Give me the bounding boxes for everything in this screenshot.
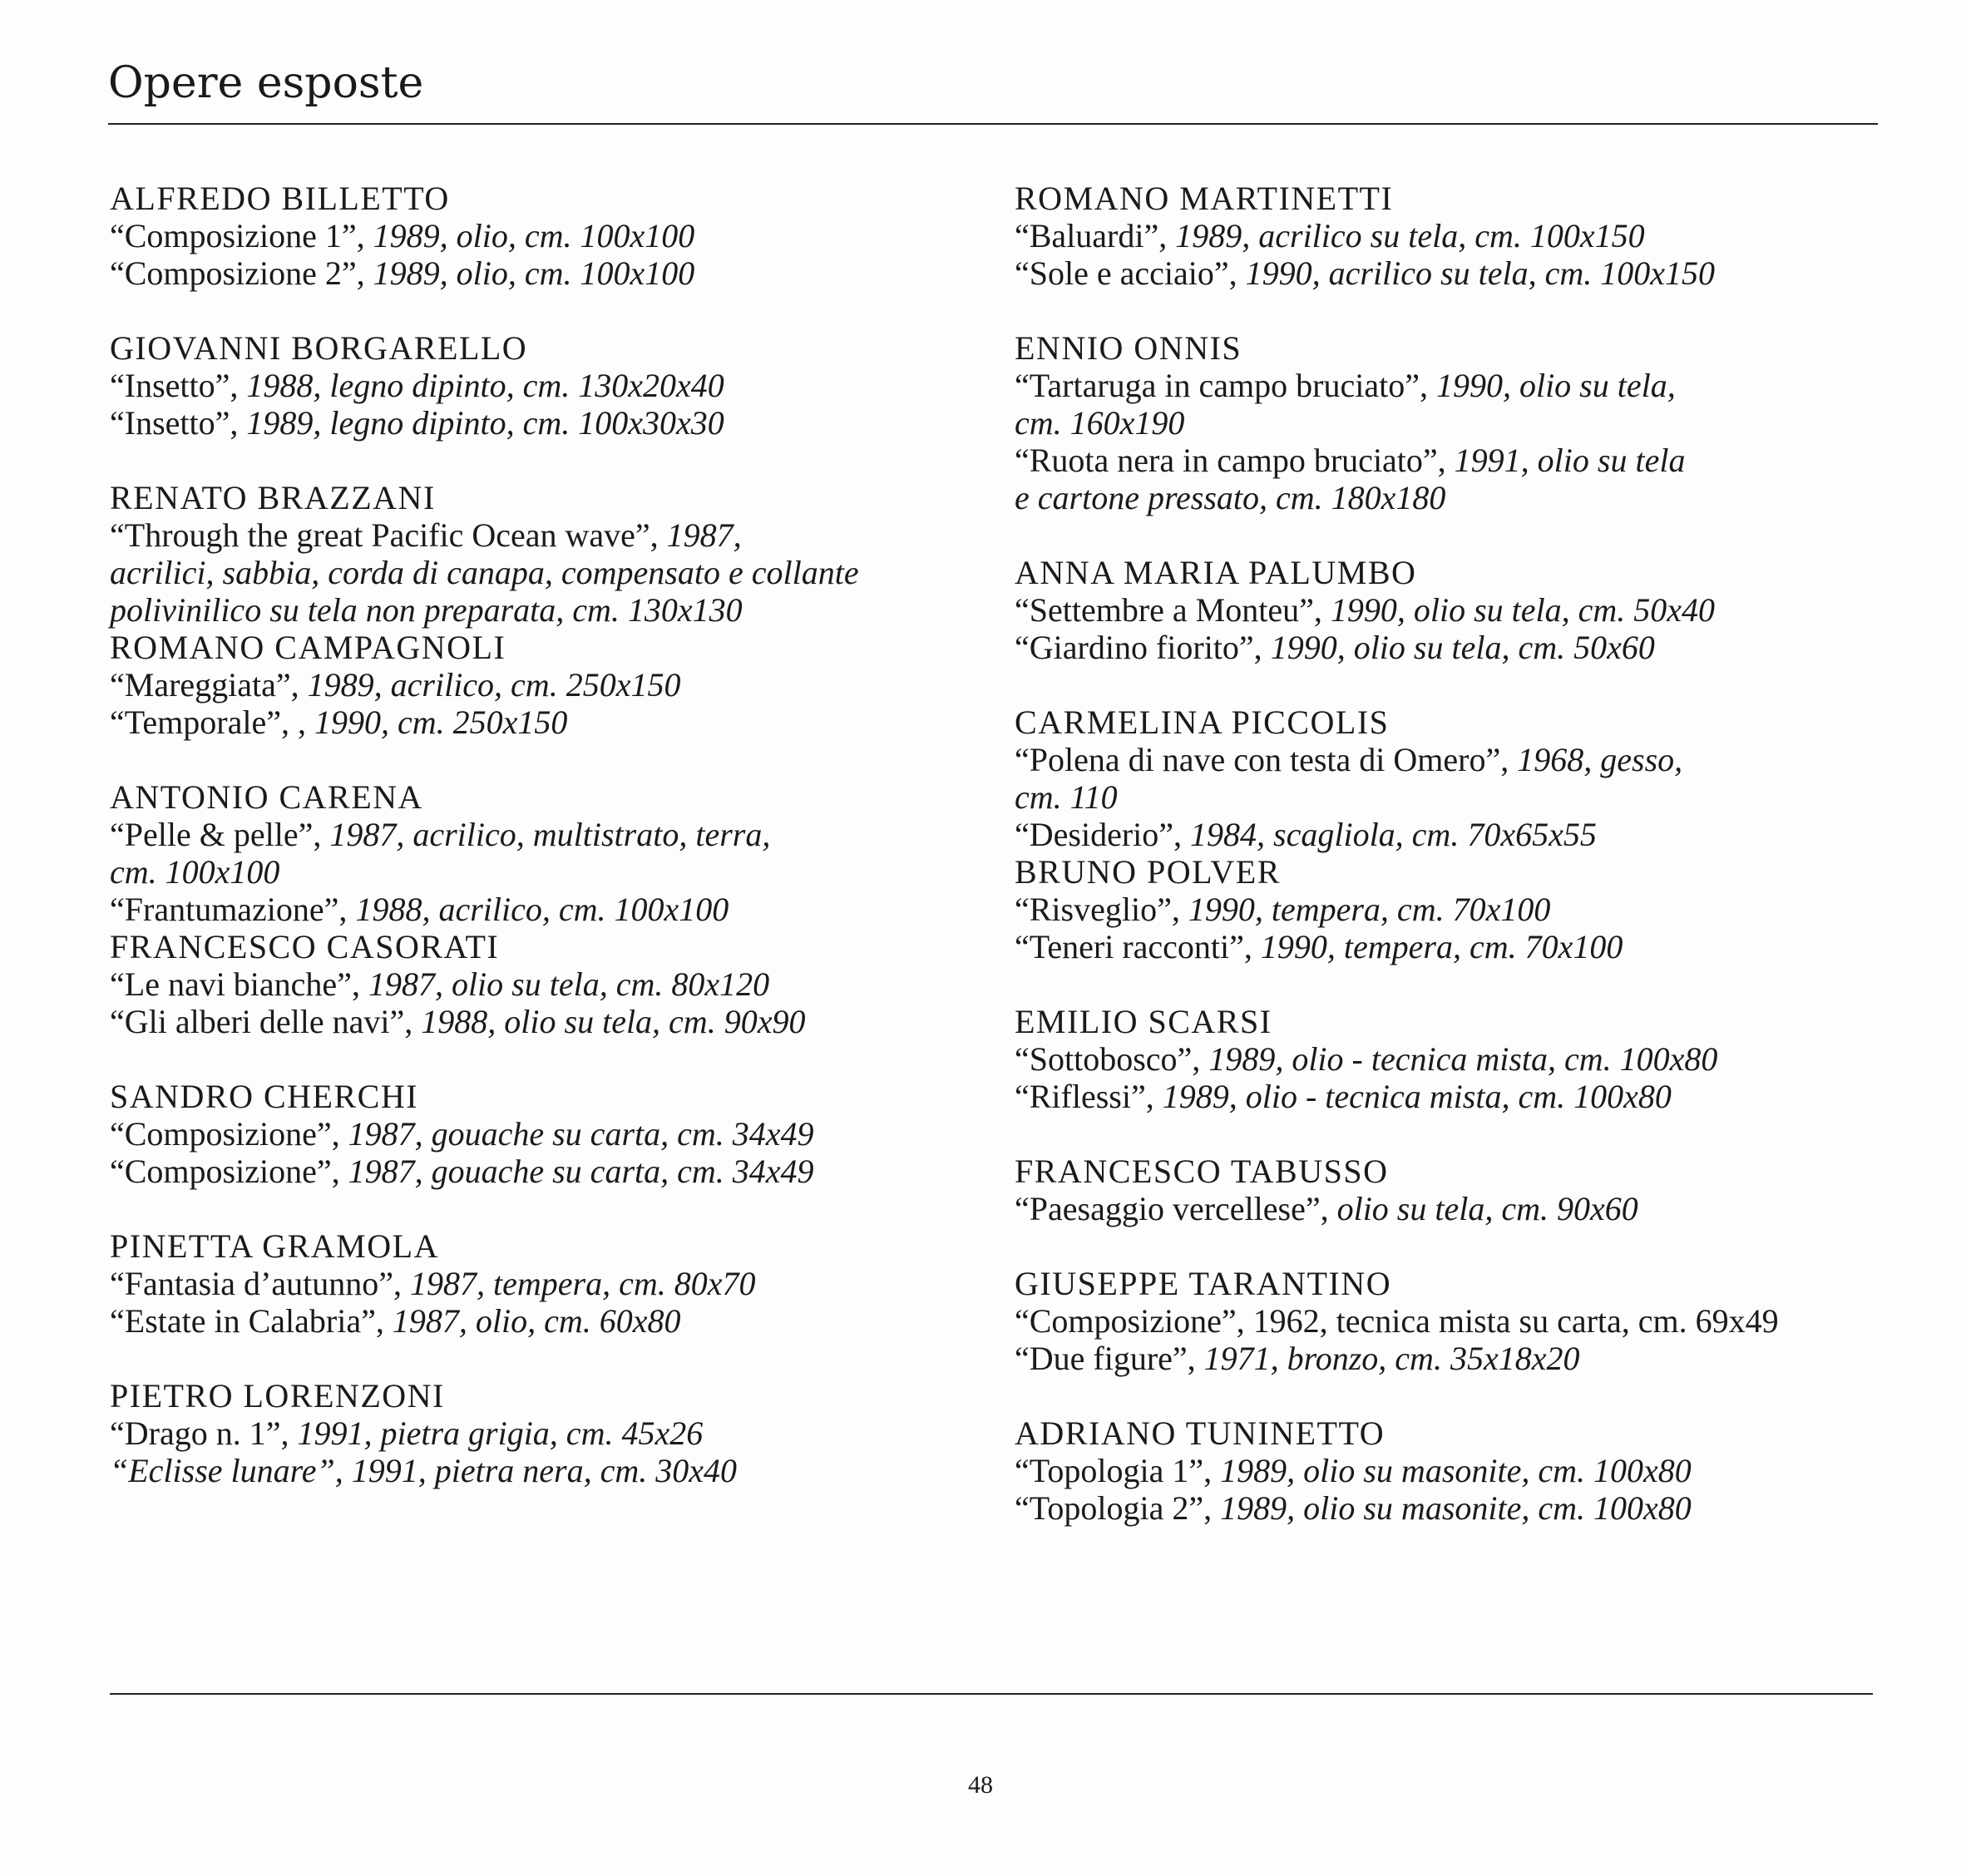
artist-entry	[1015, 180, 1888, 329]
work-line	[1015, 816, 1888, 853]
work-details: 1987,	[658, 516, 742, 554]
artist-entry	[1015, 853, 1888, 1003]
work-details: 1968, gesso,	[1509, 741, 1683, 778]
work-details: 1990, olio su tela, cm. 50x60	[1262, 629, 1655, 666]
artist-name: ADRIANO TUNINETTO	[1015, 1414, 1386, 1452]
work-line	[110, 591, 991, 629]
work-title: “Insetto”,	[110, 367, 239, 404]
work-line	[110, 1115, 991, 1153]
artist-entry	[1015, 329, 1888, 554]
work-title: “Ruota nera in campo bruciato”,	[1015, 442, 1446, 479]
work-line	[1015, 1302, 1888, 1340]
exhibited-works-right-column	[1015, 180, 1888, 1564]
work-line	[1015, 442, 1888, 479]
work-details: 1989, olio, cm. 100x100	[364, 254, 695, 292]
work-line	[110, 853, 991, 891]
work-details: 1990, tempera, cm. 70x100	[1252, 928, 1623, 965]
work-line	[1015, 629, 1888, 666]
work-title: “Pelle & pelle”,	[110, 816, 322, 853]
artist-name: ALFREDO BILLETTO	[110, 180, 450, 217]
work-line	[110, 1302, 991, 1340]
work-details: polivinilico su tela non preparata, cm. 130x130	[110, 591, 743, 629]
artist-entry	[1015, 1153, 1888, 1265]
work-line	[1015, 741, 1888, 778]
work-details: e cartone pressato, cm. 180x180	[1015, 479, 1446, 516]
work-line	[110, 367, 991, 404]
work-title: “Composizione 2”,	[110, 254, 365, 292]
work-details: olio su tela, cm. 90x60	[1328, 1190, 1638, 1227]
work-details: 1989, acrilico su tela, cm. 100x150	[1167, 217, 1645, 254]
work-details: 1987, olio su tela, cm. 80x120	[359, 965, 770, 1003]
work-title: “Giardino fiorito”,	[1015, 629, 1262, 666]
work-details: 1971, bronzo, cm. 35x18x20	[1195, 1340, 1580, 1377]
work-line	[1015, 928, 1888, 965]
work-title: “Composizione”,	[110, 1115, 340, 1153]
work-title: “Composizione”, 1962, tecnica mista su carta, cm. 69x49	[1015, 1302, 1779, 1340]
work-details: 1987, acrilico, multistrato, terra,	[321, 816, 771, 853]
work-title: “Paesaggio vercellese”,	[1015, 1190, 1329, 1227]
work-details: 1988, legno dipinto, cm. 130x20x40	[238, 367, 724, 404]
work-title: “Le navi bianche”,	[110, 965, 360, 1003]
work-line	[110, 1265, 991, 1302]
work-details: 1989, olio - tecnica mista, cm. 100x80	[1153, 1078, 1672, 1115]
work-details: 1991, olio su tela	[1445, 442, 1686, 479]
artist-name: ROMANO MARTINETTI	[1015, 180, 1394, 217]
work-line	[1015, 254, 1888, 292]
work-title: “Settembre a Monteu”,	[1015, 591, 1322, 629]
work-title: “Teneri racconti”,	[1015, 928, 1252, 965]
work-details: “Eclisse lunare”, 1991, pietra nera, cm. 30x40	[110, 1452, 738, 1489]
work-line	[1015, 217, 1888, 254]
artist-name: ENNIO ONNIS	[1015, 329, 1242, 367]
work-title: “Composizione 1”,	[110, 217, 365, 254]
artist-name: GIUSEPPE TARANTINO	[1015, 1265, 1392, 1302]
work-details: 1984, scagliola, cm. 70x65x55	[1182, 816, 1597, 853]
work-details: 1989, olio su masonite, cm. 100x80	[1212, 1489, 1692, 1527]
work-title: “Insetto”,	[110, 404, 239, 442]
artist-name: PINETTA GRAMOLA	[110, 1227, 439, 1265]
work-line	[110, 404, 991, 442]
work-line	[110, 704, 991, 741]
work-details: 1987, tempera, cm. 80x70	[402, 1265, 756, 1302]
artist-entry	[110, 1227, 991, 1377]
work-title: “Tartaruga in campo bruciato”,	[1015, 367, 1428, 404]
work-line	[1015, 1078, 1888, 1115]
artist-name: SANDRO CHERCHI	[110, 1078, 419, 1115]
work-details: 1989, olio, cm. 100x100	[364, 217, 695, 254]
artist-name: ANTONIO CARENA	[110, 778, 423, 816]
work-title: “Mareggiata”,	[110, 666, 299, 704]
work-details: 1988, acrilico, cm. 100x100	[347, 891, 729, 928]
artist-name: RENATO BRAZZANI	[110, 479, 436, 516]
work-details: 1990, tempera, cm. 70x100	[1179, 891, 1551, 928]
artist-entry	[1015, 1003, 1888, 1153]
work-title: “Estate in Calabria”,	[110, 1302, 384, 1340]
work-line	[1015, 1340, 1888, 1377]
work-line	[110, 816, 991, 853]
work-details: 1991, pietra grigia, cm. 45x26	[289, 1414, 704, 1452]
work-title: “Temporale”, ,	[110, 704, 306, 741]
work-title: “Composizione”,	[110, 1153, 340, 1190]
work-title: “Risveglio”,	[1015, 891, 1180, 928]
work-line	[1015, 479, 1888, 516]
work-details: 1987, gouache su carta, cm. 34x49	[339, 1115, 814, 1153]
work-details: cm. 110	[1015, 778, 1118, 816]
exhibited-works-left-column	[110, 180, 991, 1527]
work-line	[1015, 367, 1888, 404]
work-line	[110, 965, 991, 1003]
artist-name: ROMANO CAMPAGNOLI	[110, 629, 506, 666]
artist-name: FRANCESCO TABUSSO	[1015, 1153, 1389, 1190]
work-line	[1015, 591, 1888, 629]
artist-name: PIETRO LORENZONI	[110, 1377, 445, 1414]
artist-entry	[110, 180, 991, 329]
artist-entry	[110, 629, 991, 778]
work-line	[110, 217, 991, 254]
artist-entry	[110, 329, 991, 479]
artist-name: FRANCESCO CASORATI	[110, 928, 500, 965]
artist-entry	[110, 479, 991, 629]
work-details: 1990, olio su tela, cm. 50x40	[1321, 591, 1716, 629]
work-details: cm. 160x190	[1015, 404, 1185, 442]
work-title: “Polena di nave con testa di Omero”,	[1015, 741, 1509, 778]
work-details: 1990, acrilico su tela, cm. 100x150	[1237, 254, 1715, 292]
work-details: 1989, legno dipinto, cm. 100x30x30	[238, 404, 724, 442]
header-rule	[108, 123, 1878, 125]
artist-entry	[1015, 554, 1888, 704]
work-title: “Topologia 2”,	[1015, 1489, 1213, 1527]
artist-name: CARMELINA PICCOLIS	[1015, 704, 1390, 741]
work-line	[1015, 1489, 1888, 1527]
artist-name: EMILIO SCARSI	[1015, 1003, 1272, 1040]
work-title: “Drago n. 1”,	[110, 1414, 289, 1452]
artist-entry	[110, 778, 991, 928]
work-line	[110, 1003, 991, 1040]
work-title: “Fantasia d’autunno”,	[110, 1265, 402, 1302]
work-details: 1990, cm. 250x150	[305, 704, 568, 741]
artist-entry	[1015, 1265, 1888, 1414]
work-details: 1988, olio su tela, cm. 90x90	[412, 1003, 806, 1040]
work-details: 1989, acrilico, cm. 250x150	[299, 666, 681, 704]
work-title: “Baluardi”,	[1015, 217, 1168, 254]
work-line	[110, 1452, 991, 1489]
work-title: “Topologia 1”,	[1015, 1452, 1213, 1489]
artist-entry	[1015, 704, 1888, 853]
work-line	[110, 891, 991, 928]
work-title: “Sole e acciaio”,	[1015, 254, 1237, 292]
artist-entry	[1015, 1414, 1888, 1564]
work-details: 1990, olio su tela,	[1427, 367, 1676, 404]
work-details: 1989, olio - tecnica mista, cm. 100x80	[1200, 1040, 1718, 1078]
work-line	[1015, 1040, 1888, 1078]
work-title: “Due figure”,	[1015, 1340, 1196, 1377]
work-details: 1987, gouache su carta, cm. 34x49	[339, 1153, 814, 1190]
work-title: “Frantumazione”,	[110, 891, 348, 928]
page-title: Opere esposte	[108, 58, 424, 108]
work-line	[1015, 778, 1888, 816]
artist-entry	[110, 928, 991, 1078]
artist-name: ANNA MARIA PALUMBO	[1015, 554, 1417, 591]
work-line	[1015, 404, 1888, 442]
work-line	[110, 1153, 991, 1190]
work-details: 1987, olio, cm. 60x80	[383, 1302, 681, 1340]
footer-rule	[110, 1693, 1873, 1695]
work-line	[110, 254, 991, 292]
work-line	[110, 666, 991, 704]
artist-name: GIOVANNI BORGARELLO	[110, 329, 528, 367]
work-title: “Gli alberi delle navi”,	[110, 1003, 413, 1040]
work-details: 1989, olio su masonite, cm. 100x80	[1212, 1452, 1692, 1489]
artist-entry	[110, 1377, 991, 1527]
artist-name: BRUNO POLVER	[1015, 853, 1281, 891]
artist-entry	[110, 1078, 991, 1227]
work-line	[110, 1414, 991, 1452]
work-details: cm. 100x100	[110, 853, 280, 891]
page-number: 48	[968, 1771, 993, 1799]
work-title: “Through the great Pacific Ocean wave”,	[110, 516, 659, 554]
work-details: acrilici, sabbia, corda di canapa, compensato e collante	[110, 554, 859, 591]
work-title: “Sottobosco”,	[1015, 1040, 1201, 1078]
work-title: “Desiderio”,	[1015, 816, 1183, 853]
work-line	[1015, 1190, 1888, 1227]
work-line	[110, 516, 991, 554]
work-title: “Riflessi”,	[1015, 1078, 1154, 1115]
work-line	[1015, 891, 1888, 928]
work-line	[1015, 1452, 1888, 1489]
work-line	[110, 554, 991, 591]
